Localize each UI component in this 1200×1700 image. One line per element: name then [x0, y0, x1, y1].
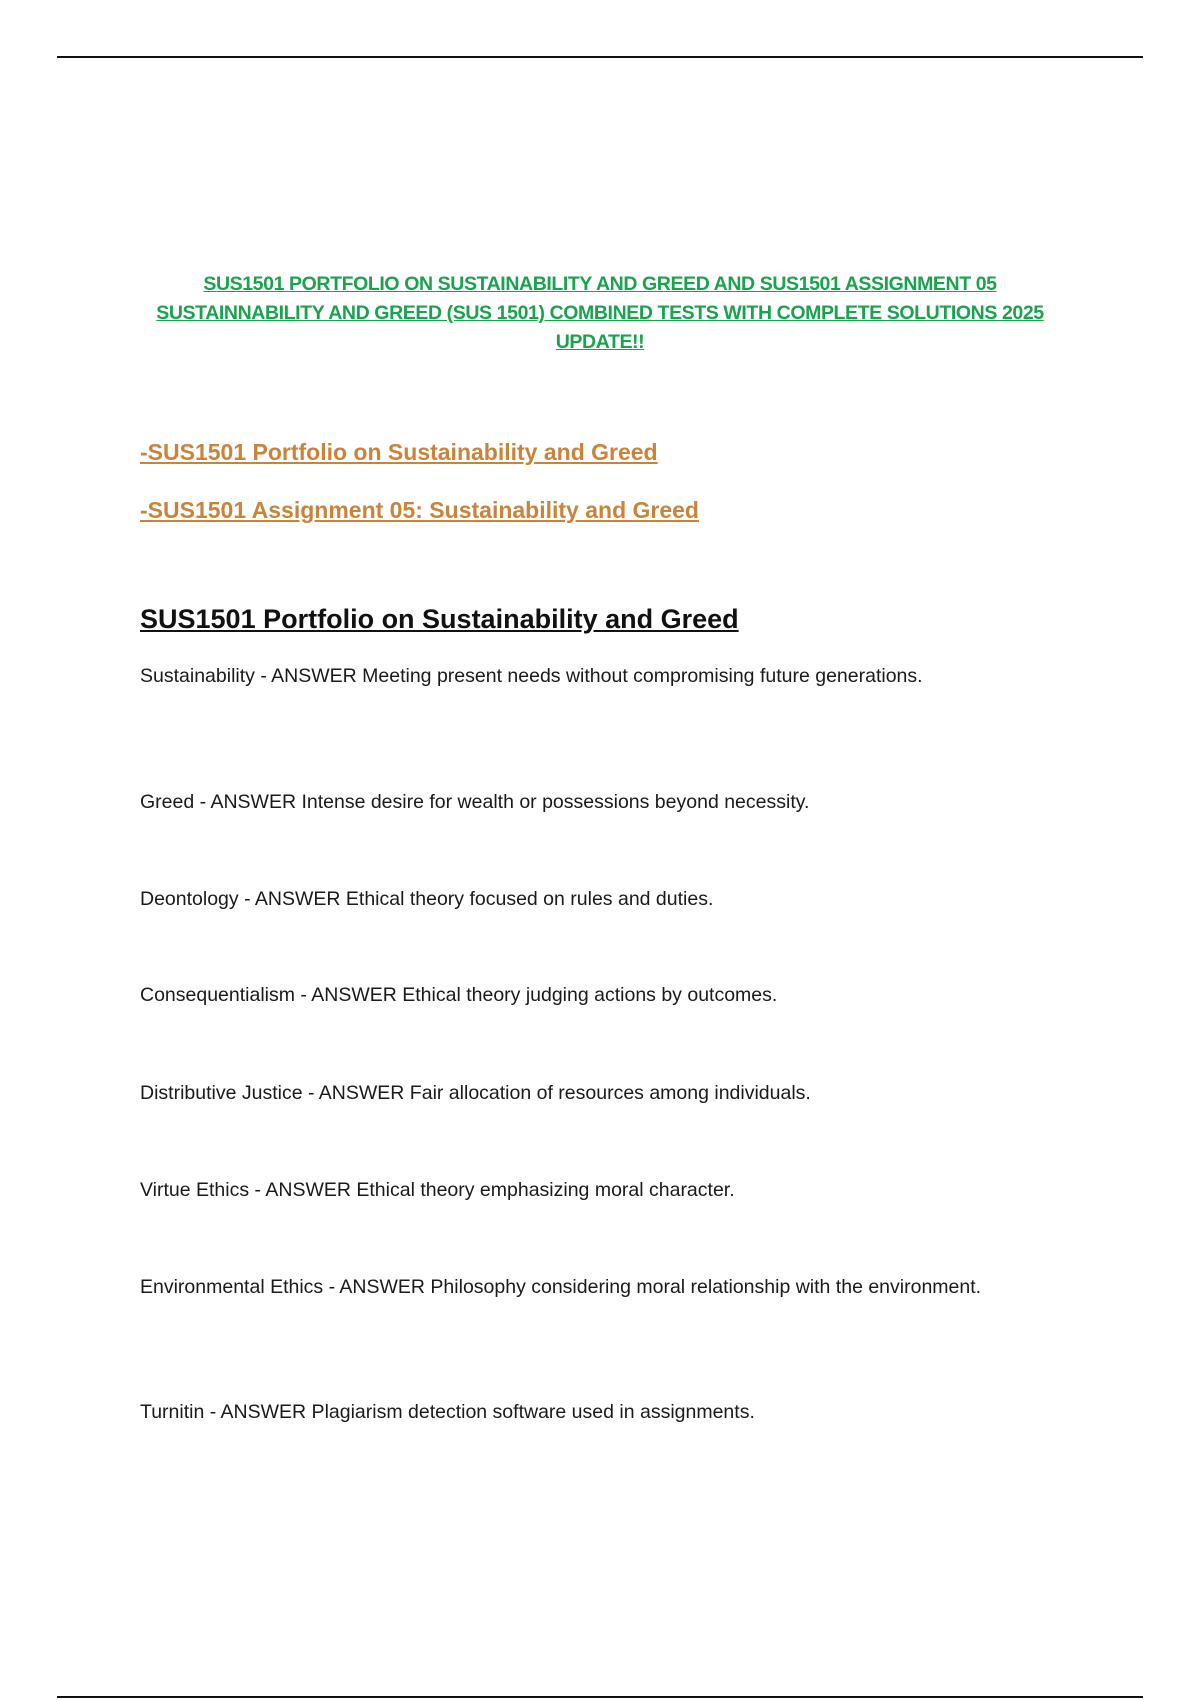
- bottom-rule: [57, 1696, 1143, 1698]
- qa-item: Consequentialism - ANSWER Ethical theory judging actions by outcomes.: [140, 984, 778, 1006]
- section-heading: SUS1501 Portfolio on Sustainability and Greed: [140, 604, 739, 634]
- qa-item: Greed - ANSWER Intense desire for wealth or possessions beyond necessity.: [140, 791, 810, 813]
- qa-item: Deontology - ANSWER Ethical theory focused on rules and duties.: [140, 888, 714, 910]
- link-assignment-05[interactable]: -SUS1501 Assignment 05: Sustainability and Greed: [140, 497, 699, 523]
- qa-item: Environmental Ethics - ANSWER Philosophy considering moral relationship with the environment.: [140, 1276, 982, 1298]
- top-rule: [57, 56, 1143, 58]
- link-portfolio[interactable]: -SUS1501 Portfolio on Sustainability and Greed: [140, 439, 658, 465]
- document-title: SUS1501 PORTFOLIO ON SUSTAINABILITY AND GREED AND SUS1501 ASSIGNMENT 05 SUSTAINNABILITY AND GREED (SUS 1501) COMBINED TESTS WITH COMPLETE SOLUTIONS 2025 UPDATE!!: [156, 273, 1044, 353]
- qa-item: Virtue Ethics - ANSWER Ethical theory emphasizing moral character.: [140, 1179, 735, 1201]
- qa-item: Turnitin - ANSWER Plagiarism detection software used in assignments.: [140, 1401, 755, 1423]
- qa-item: Distributive Justice - ANSWER Fair allocation of resources among individuals.: [140, 1082, 811, 1104]
- qa-item: Sustainability - ANSWER Meeting present needs without compromising future generations.: [140, 665, 923, 687]
